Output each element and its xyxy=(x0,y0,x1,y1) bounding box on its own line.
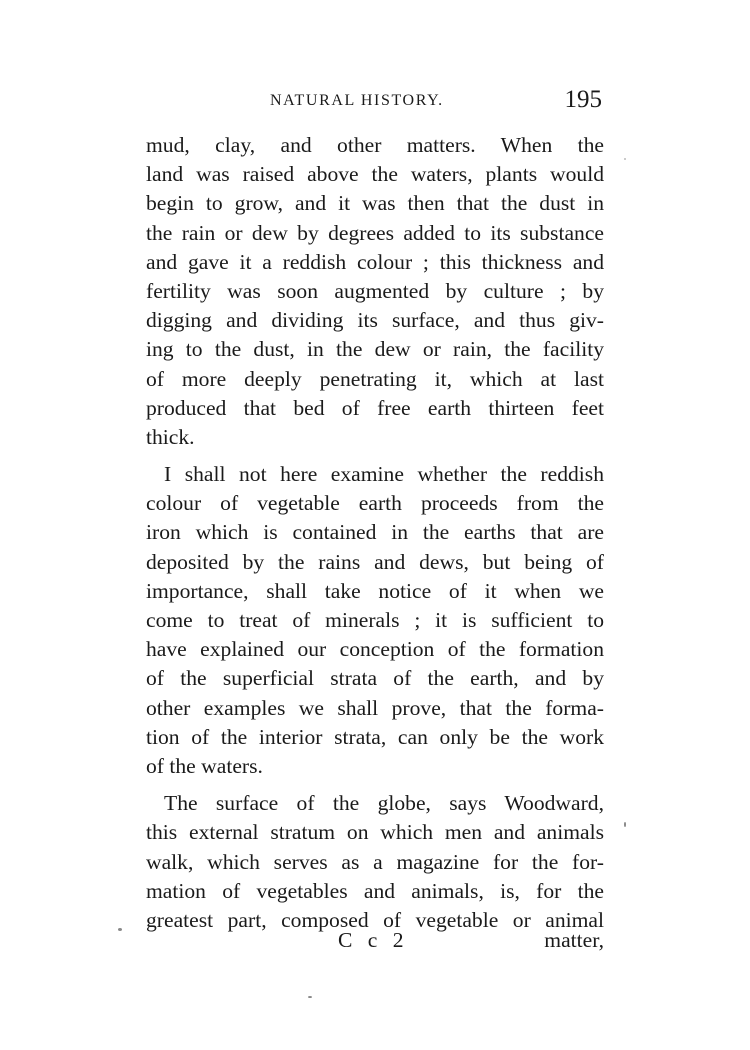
running-head xyxy=(146,86,604,120)
text-line: the rain or dew by degrees added to its substance xyxy=(146,220,604,245)
text-line: of more deeply penetrating it, which at last xyxy=(146,366,604,391)
text-line: greatest part, composed of vegetable or animal xyxy=(146,907,604,932)
text-line: thick. xyxy=(146,424,195,449)
catchword: matter, xyxy=(544,928,604,952)
text-line: fertility was soon augmented by culture ; by xyxy=(146,278,604,303)
text-line: come to treat of minerals ; it is sufficient to xyxy=(146,608,604,632)
paragraph-1 xyxy=(146,131,604,452)
text-line: of the waters. xyxy=(146,753,263,778)
paper-speck xyxy=(624,822,626,827)
signature-mark: C c 2 xyxy=(338,928,409,952)
text-line: The surface of the globe, says Woodward, xyxy=(164,791,604,816)
text-line: and gave it a reddish colour ; this thickness and xyxy=(146,249,604,274)
running-title: NATURAL HISTORY. xyxy=(270,92,444,109)
page-number: 195 xyxy=(564,86,602,113)
body-text xyxy=(146,131,604,935)
text-line: walk, which serves as a magazine for the for- xyxy=(146,849,604,874)
text-line: I shall not here examine whether the reddish xyxy=(164,462,604,487)
page-footer xyxy=(146,928,604,958)
text-line: begin to grow, and it was then that the dust in xyxy=(146,191,604,216)
text-line: have explained our conception of the formation xyxy=(146,637,604,662)
text-line: this external stratum on which men and animals xyxy=(146,820,604,845)
text-line: deposited by the rains and dews, but being of xyxy=(146,549,604,574)
text-line: mation of vegetables and animals, is, for the xyxy=(146,878,604,903)
text-line: of the superficial strata of the earth, and by xyxy=(146,666,604,691)
paper-speck xyxy=(624,158,626,160)
text-line: digging and dividing its surface, and thus giv- xyxy=(146,308,604,333)
text-line: iron which is contained in the earths that are xyxy=(146,520,604,545)
paper-speck xyxy=(308,996,312,998)
paper-speck xyxy=(118,928,122,931)
text-line: other examples we shall prove, that the forma- xyxy=(146,695,604,720)
text-line: importance, shall take notice of it when we xyxy=(146,578,604,603)
text-line: ing to the dust, in the dew or rain, the facility xyxy=(146,337,604,362)
text-line: colour of vegetable earth proceeds from the xyxy=(146,491,604,516)
text-line: mud, clay, and other matters. When the xyxy=(146,133,604,157)
text-line: tion of the interior strata, can only be the work xyxy=(146,724,604,749)
paragraph-2 xyxy=(146,460,604,781)
paragraph-3 xyxy=(146,789,604,935)
text-line: land was raised above the waters, plants would xyxy=(146,162,604,187)
text-line: produced that bed of free earth thirteen feet xyxy=(146,395,604,420)
